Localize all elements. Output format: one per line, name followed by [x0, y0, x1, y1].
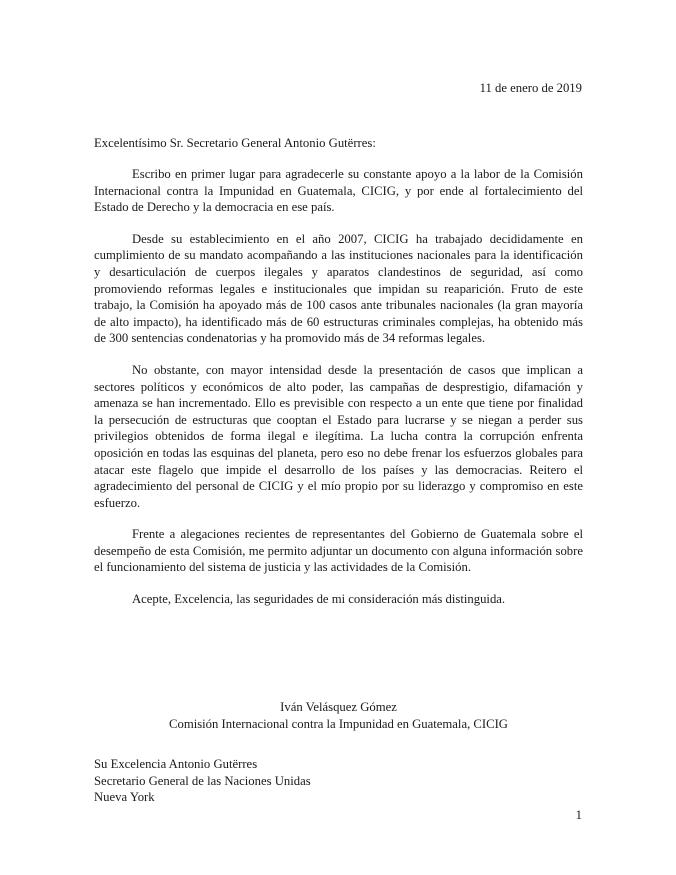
signer-organization: Comisión Internacional contra la Impunidad en Guatemala, CICIG [169, 716, 508, 731]
signer-name: Iván Velásquez Gómez [280, 700, 397, 714]
letter-body [94, 166, 583, 623]
body-paragraph: Frente a alegaciones recientes de representantes del Gobierno de Guatemala sobre el desempeño de esta Comisión, me permito adjuntar un documento con alguna información sobre el funcionamiento del sistema de justicia y las actividades de la Comisión. [94, 527, 583, 575]
recipient-location: Nueva York [94, 790, 155, 805]
recipient-title: Secretario General de las Naciones Unidas [94, 773, 311, 788]
body-paragraph: Acepte, Excelencia, las seguridades de mi consideración más distinguida. [132, 592, 506, 607]
letter-date: 11 de enero de 2019 [479, 81, 582, 95]
letter-salutation: Excelentísimo Sr. Secretario General Antonio Gutërres: [94, 136, 376, 150]
signature-block [94, 699, 583, 732]
recipient-block [94, 756, 311, 806]
body-paragraph: Escribo en primer lugar para agradecerle su constante apoyo a la labor de la Comisión Internacional contra la Impunidad en Guatemala, CICIG, y por ende al fortalecimiento del Estado de Derecho y la democracia en ese país. [94, 167, 583, 215]
body-paragraph: Desde su establecimiento en el año 2007, CICIG ha trabajado decididamente en cumplimiento de su mandato acompañando a las instituciones nacionales para la identificación y desarticulación de cuerpos ilegales y aparatos clandestinos de seguridad, así como promoviendo reformas legales e institucionales que impidan su reaparición. Fruto de este trabajo, la Comisión ha apoyado más de 100 casos ante tribunales nacionales (la gran mayoría de alto impacto), ha identificado más de 60 estructuras criminales complejas, ha obtenido más de 300 sentencias condenatorias y ha promovido más de 34 reformas legales. [94, 231, 583, 346]
page-number: 1 [575, 808, 582, 822]
body-paragraph: No obstante, con mayor intensidad desde la presentación de casos que implican a sectores políticos y económicos de alto poder, las campañas de desprestigio, difamación y amenaza se han incrementado. Ello es previsible con respecto a un ente que tiene por finalidad la persecución de estructuras que cooptan el Estado para lucrarse y se niegan a perder sus privilegios obtenidos de forma ilegal e ilegítima. La lucha contra la corrupción enfrenta oposición en todas las esquinas del planeta, pero eso no debe frenar los esfuerzos globales para atacar este flagelo que impide el desarrollo de los países y las democracias. Reitero el agradecimiento del personal de CICIG y el mío propio por su liderazgo y compromiso en este esfuerzo. [94, 362, 583, 510]
recipient-name: Su Excelencia Antonio Gutërres [94, 757, 258, 771]
